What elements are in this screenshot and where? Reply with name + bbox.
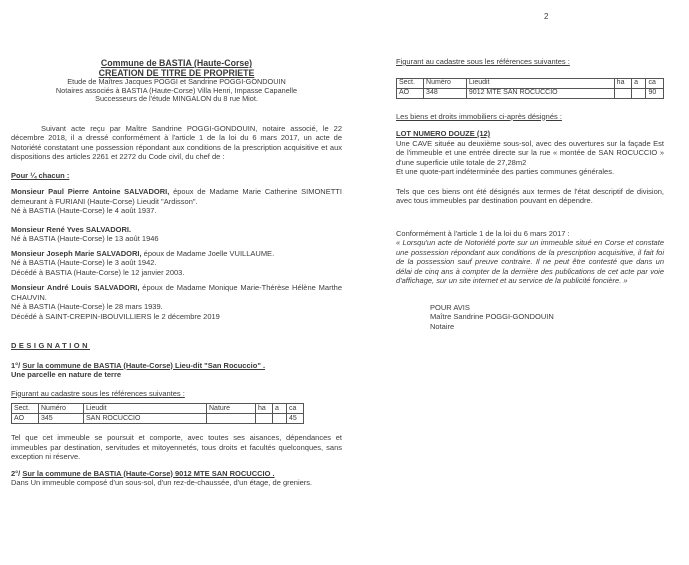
item1-prefix: 1°/ bbox=[11, 360, 23, 370]
person-detail-line: Né à BASTIA (Haute-Corse) le 28 mars 1939. bbox=[11, 302, 163, 311]
item2-prefix: 2°/ bbox=[11, 468, 23, 478]
person-block bbox=[11, 225, 342, 244]
document-page-right bbox=[396, 0, 664, 331]
table-cell bbox=[614, 88, 632, 98]
table-header-cell: Sect. bbox=[12, 404, 39, 414]
lot-description-2: Et une quote-part indéterminée des parties communes générales. bbox=[396, 167, 615, 176]
signature-line: Maître Sandrine POGGI-GONDOUIN bbox=[430, 312, 554, 321]
person-intro: Monsieur André Louis SALVADORI, époux de Madame Monique Marie-Thérèse Hélène Marthe CHAUVIN. bbox=[11, 283, 343, 302]
person-name: Monsieur Paul Pierre Antoine SALVADORI, bbox=[11, 187, 170, 196]
person-name: Monsieur Joseph Marie SALVADORI, bbox=[11, 248, 142, 258]
signature-line: POUR AVIS bbox=[430, 302, 470, 312]
cadastre-caption-right: Figurant au cadastre sous les références suivantes : bbox=[396, 57, 570, 66]
person-name: Monsieur René Yves SALVADORI. bbox=[11, 224, 132, 234]
table-row bbox=[12, 414, 304, 424]
table-cell bbox=[207, 414, 256, 424]
table-header-cell: Sect. bbox=[397, 78, 424, 88]
telsque-paragraph: Tels que ces biens ont été désignés aux termes de l'état descriptif de division, avec tous immeubles par destination pouvant en dépendre. bbox=[396, 186, 664, 205]
person-block bbox=[11, 283, 342, 321]
table-cell: SAN ROCUCCIO bbox=[84, 414, 207, 424]
signature-line: Notaire bbox=[430, 321, 455, 331]
table-header-cell: ha bbox=[256, 404, 273, 414]
person-detail-line: Né à BASTIA (Haute-Corse) le 3 août 1942. bbox=[11, 258, 157, 267]
table-cell bbox=[256, 414, 273, 424]
table-header-cell: ha bbox=[614, 78, 632, 88]
table-cell bbox=[632, 88, 646, 98]
conformement-caption: Conformément à l'article 1 de la loi du 6 mars 2017 : bbox=[396, 228, 570, 238]
act-title: CREATION DE TITRE DE PROPRIETE bbox=[98, 68, 255, 78]
item2-subtitle: Dans Un immeuble composé d'un sous-sol, d'un rez-de-chaussée, d'un étage, de greniers. bbox=[11, 478, 313, 487]
person-intro: Monsieur Paul Pierre Antoine SALVADORI, époux de Madame Marie Catherine SIMONETTI demeurant à FURIANI (Haute-Corse) Lieudit "Ardisson". bbox=[11, 187, 342, 206]
person-block bbox=[11, 187, 342, 216]
commune-title: Commune de BASTIA (Haute-Corse) bbox=[100, 58, 253, 68]
cadastre-table-lot bbox=[396, 78, 664, 99]
header-etude-line: Etude de Maîtres Jacques POGGI et Sandrine POGGI-GONDOUIN bbox=[67, 77, 286, 86]
page-number: 2 bbox=[544, 12, 549, 21]
person-detail-line: Né à BASTIA (Haute-Corse) le 4 août 1937. bbox=[11, 206, 157, 215]
table-header-cell: Nature bbox=[207, 404, 256, 414]
item1-title-text: Sur la commune de BASTIA (Haute-Corse) Lieu-dit "San Rocuccio" . bbox=[22, 360, 266, 370]
item1-subtitle: Une parcelle en nature de terre bbox=[11, 370, 122, 379]
table-cell: 45 bbox=[287, 414, 304, 424]
item2-title-text: Sur la commune de BASTIA (Haute-Corse) 9012 MTE SAN ROCUCCIO . bbox=[22, 468, 275, 478]
person-block bbox=[11, 249, 342, 278]
person-intro bbox=[11, 225, 342, 235]
table-cell: 348 bbox=[424, 88, 467, 98]
designation-heading: DESIGNATION bbox=[11, 341, 91, 350]
person-name: Monsieur André Louis SALVADORI, bbox=[11, 283, 140, 292]
biens-caption: Les biens et droits immobiliers ci-après désignés : bbox=[396, 111, 562, 121]
table-header-cell: Numéro bbox=[39, 404, 84, 414]
cadastre-caption-left: Figurant au cadastre sous les références suivantes : bbox=[11, 388, 185, 398]
document-header bbox=[11, 58, 342, 104]
table-cell: 345 bbox=[39, 414, 84, 424]
table-cell: 90 bbox=[646, 88, 664, 98]
table-header-cell: Numéro bbox=[424, 78, 467, 88]
telque-paragraph: Tel que cet immeuble se poursuit et comporte, avec toutes ses aisances, dépendances et immeubles par destination, servitudes et mitoyennetés, tous droits et facultés quelconques, sans exception ni réserve. bbox=[11, 433, 342, 461]
cadastre-table-parcel bbox=[11, 403, 304, 424]
table-header-cell: Lieudit bbox=[84, 404, 207, 414]
table-header-cell: ca bbox=[287, 404, 304, 414]
table-cell: AO bbox=[12, 414, 39, 424]
law-quote-paragraph: « Lorsqu'un acte de Notoriété porte sur un immeuble situé en Corse et constate une possession répondant aux conditions de la prescription acquisitive, il fait foi de la possession sauf preuve contraire. Il ne peut être contesté que dans un délai de cinq ans à compter de la dernière des publications de cet acte par voie d'affichage, sur un site internet et au service de la publicité foncière. » bbox=[396, 238, 664, 285]
person-detail-line: Né à BASTIA (Haute-Corse) le 13 août 1946 bbox=[11, 234, 159, 243]
person-detail-line: Décédé à BASTIA (Haute-Corse) le 12 janvier 2003. bbox=[11, 267, 185, 277]
header-notaires-line: Notaires associés à BASTIA (Haute-Corse) Villa Henri, Impasse Capanelle bbox=[55, 85, 298, 95]
table-cell bbox=[273, 414, 287, 424]
table-cell: AO bbox=[397, 88, 424, 98]
lot-heading: LOT NUMERO DOUZE (12) bbox=[396, 129, 491, 138]
table-cell: 9012 MTE SAN ROCUCCIO bbox=[466, 88, 614, 98]
table-header-cell: ca bbox=[646, 78, 664, 88]
document-page-left bbox=[11, 0, 342, 488]
person-detail-line: Décédé à SAINT-CREPIN-IBOUVILLIERS le 2 décembre 2019 bbox=[11, 311, 220, 321]
item2-title bbox=[11, 469, 342, 479]
header-successeurs-line: Successeurs de l'étude MINGALON du 8 rue Miot. bbox=[95, 94, 258, 103]
intro-paragraph: Suivant acte reçu par Maître Sandrine POGGI-GONDOUIN, notaire associé, le 22 décembre 2018, il a dressé conformément à l'article 1 de la loi du 6 mars 2017, un acte de Notoriété constatant une possession répondant aux conditions de la prescription acquisitive et aux dispositions des articles 2261 et 2272 du Code civil, du chef de : bbox=[11, 123, 342, 161]
item1-title bbox=[11, 361, 342, 371]
share-heading: Pour ¼ chacun : bbox=[11, 170, 70, 180]
table-header-cell: a bbox=[273, 404, 287, 414]
table-header-cell: Lieudit bbox=[466, 78, 614, 88]
lot-description-1: Une CAVE située au deuxième sous-sol, avec des ouvertures sur la façade Est de l'immeuble et une entrée directe sur la rue « montée de SAN ROCUCCIO » d'une superficie utile totale de 27,28m2 bbox=[396, 138, 664, 167]
table-row bbox=[397, 88, 664, 98]
person-intro: Monsieur Joseph Marie SALVADORI, époux de Madame Joelle VUILLAUME. bbox=[11, 248, 275, 258]
signature-block bbox=[430, 303, 664, 332]
persons-list bbox=[11, 187, 342, 321]
table-header-cell: a bbox=[632, 78, 646, 88]
